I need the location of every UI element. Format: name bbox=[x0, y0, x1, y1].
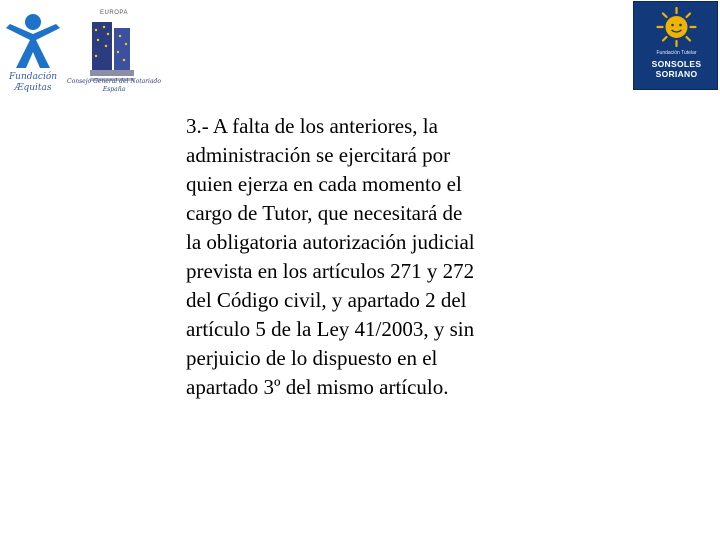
paragraph-line: apartado 3º del mismo artículo. bbox=[186, 375, 449, 399]
sonsoles-small-text: Fundación Tutelar bbox=[656, 50, 697, 56]
fundacion-aequitas-logo bbox=[2, 10, 64, 102]
aequitas-caption: Fundación Æquitas bbox=[8, 72, 58, 93]
paragraph-line: 3.- A falta de los anteriores, la bbox=[186, 114, 438, 138]
notariado-top-text: EUROPA bbox=[100, 10, 128, 16]
paragraph-line: administración se ejercitará por bbox=[186, 143, 451, 167]
paragraph-line: prevista en los artículos 271 y 272 bbox=[186, 259, 475, 283]
notariado-logo bbox=[66, 10, 162, 102]
sonsoles-name-line1: SONSOLES bbox=[651, 59, 702, 69]
fundacion-aequitas-figure-icon bbox=[2, 10, 64, 72]
article-paragraph bbox=[186, 112, 546, 402]
paragraph-line: perjuicio de lo dispuesto en el bbox=[186, 346, 438, 370]
notariado-caption: Consejo General del Notariado España bbox=[67, 78, 161, 93]
paragraph-line: la obligatoria autorización judicial bbox=[186, 230, 475, 254]
paragraph-line: artículo 5 de la Ley 41/2003, y sin bbox=[186, 317, 475, 341]
paragraph-line: cargo de Tutor, que necesitará de bbox=[186, 201, 463, 225]
sun-face-icon bbox=[634, 4, 719, 50]
paragraph-line: del Código civil, y apartado 2 del bbox=[186, 288, 467, 312]
sonsoles-name bbox=[634, 59, 719, 79]
sonsoles-name-line2: SORIANO bbox=[655, 69, 698, 79]
fundacion-sonsoles-soriano-logo bbox=[633, 1, 718, 90]
paragraph-line: quien ejerza en cada momento el bbox=[186, 172, 462, 196]
notariado-europa-building-icon bbox=[66, 16, 162, 84]
